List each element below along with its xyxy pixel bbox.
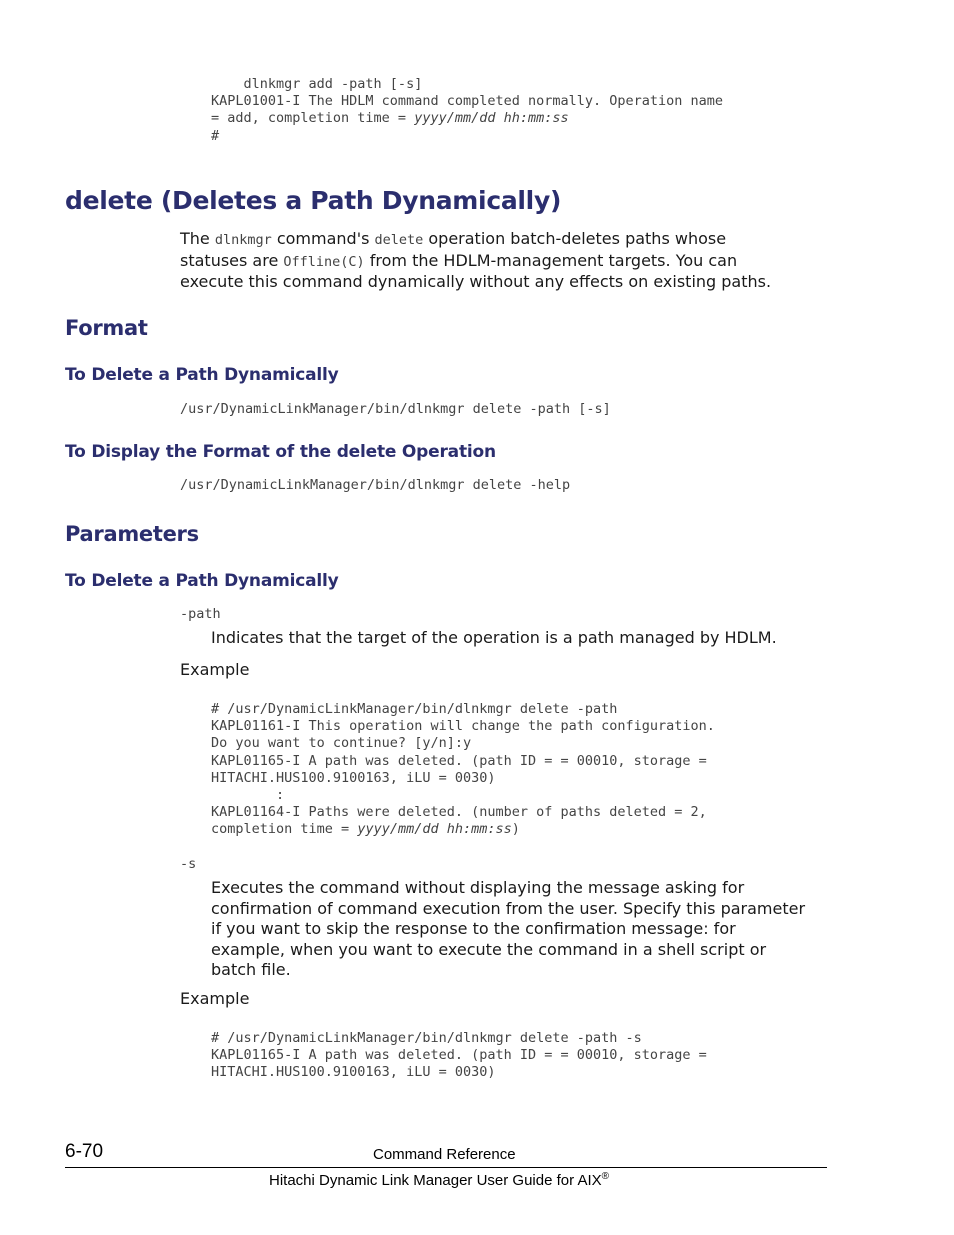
code-line: dlnkmgr add -path [-s]	[211, 76, 423, 92]
format-command-delete: /usr/DynamicLinkManager/bin/dlnkmgr delete -path [-s]	[180, 401, 611, 417]
footer-divider	[65, 1167, 827, 1168]
intro-text: statuses are	[180, 250, 284, 270]
desc-line: example, when you want to execute the command in a shell script or	[211, 939, 767, 959]
format-command-help: /usr/DynamicLinkManager/bin/dlnkmgr delete -help	[180, 477, 571, 493]
desc-line: Executes the command without displaying the message asking for	[211, 878, 745, 897]
code-line: completion time =	[211, 821, 358, 838]
top-code-block	[211, 76, 723, 145]
example-label: Example	[180, 989, 250, 1008]
desc-line: if you want to skip the response to the confirmation message: for	[211, 919, 736, 938]
code-time-placeholder: yyyy/mm/dd hh:mm:ss	[414, 110, 569, 127]
intro-status: Offline(C)	[283, 253, 365, 270]
code-line: KAPL01161-I This operation will change the path configuration.	[211, 718, 715, 735]
code-line: HITACHI.HUS100.9100163, iLU = 0030)	[211, 769, 496, 786]
code-line: # /usr/DynamicLinkManager/bin/dlnkmgr delete -path	[211, 701, 618, 717]
section-title: delete (Deletes a Path Dynamically)	[65, 186, 562, 215]
book-title-text: Hitachi Dynamic Link Manager User Guide for AIX	[269, 1172, 602, 1189]
footer-chapter: Command Reference	[373, 1146, 516, 1163]
param-s-name: -s	[180, 856, 197, 872]
code-line: KAPL01001-I The HDLM command completed normally. Operation name	[211, 93, 724, 110]
parameters-subheading: To Delete a Path Dynamically	[65, 571, 339, 591]
parameters-heading: Parameters	[65, 522, 199, 546]
code-line: = add, completion time =	[211, 110, 415, 127]
desc-line: batch file.	[211, 960, 291, 979]
param-path-name: -path	[180, 606, 221, 622]
code-line: KAPL01164-I Paths were deleted. (number of paths deleted = 2,	[211, 804, 707, 821]
code-line: KAPL01165-I A path was deleted. (path ID = = 00010, storage =	[211, 1047, 707, 1064]
format-subheading-delete: To Delete a Path Dynamically	[65, 365, 339, 385]
page-number: 6-70	[65, 1141, 104, 1162]
intro-command: dlnkmgr	[214, 232, 272, 248]
param-path-description: Indicates that the target of the operation is a path managed by HDLM.	[211, 628, 777, 647]
intro-text: command's	[271, 229, 375, 248]
intro-text: The	[180, 229, 215, 248]
code-line: Do you want to continue? [y/n]:y	[211, 735, 472, 752]
example-code-block	[211, 701, 715, 839]
registered-mark: ®	[601, 1171, 610, 1182]
code-time-placeholder: yyyy/mm/dd hh:mm:ss	[357, 821, 512, 838]
code-line: KAPL01165-I A path was deleted. (path ID = = 00010, storage =	[211, 752, 707, 769]
code-line: :	[211, 787, 285, 804]
example-code-block	[211, 1030, 707, 1082]
code-line: HITACHI.HUS100.9100163, iLU = 0030)	[211, 1064, 496, 1081]
intro-text: operation batch-deletes paths whose	[423, 229, 727, 248]
intro-operation: delete	[374, 232, 424, 248]
desc-line: confirmation of command execution from the user. Specify this parameter	[211, 898, 806, 918]
format-heading: Format	[65, 316, 148, 340]
example-label: Example	[180, 660, 250, 679]
param-s-description	[211, 878, 831, 981]
format-subheading-help: To Display the Format of the delete Operation	[65, 442, 496, 462]
intro-paragraph	[180, 229, 820, 293]
intro-text: from the HDLM-management targets. You can	[364, 250, 738, 270]
footer-book-title	[269, 1171, 609, 1189]
code-line: #	[211, 127, 220, 144]
intro-text: execute this command dynamically without any effects on existing paths.	[180, 272, 772, 291]
code-line: # /usr/DynamicLinkManager/bin/dlnkmgr delete -path -s	[211, 1030, 642, 1046]
code-line: )	[511, 821, 520, 838]
